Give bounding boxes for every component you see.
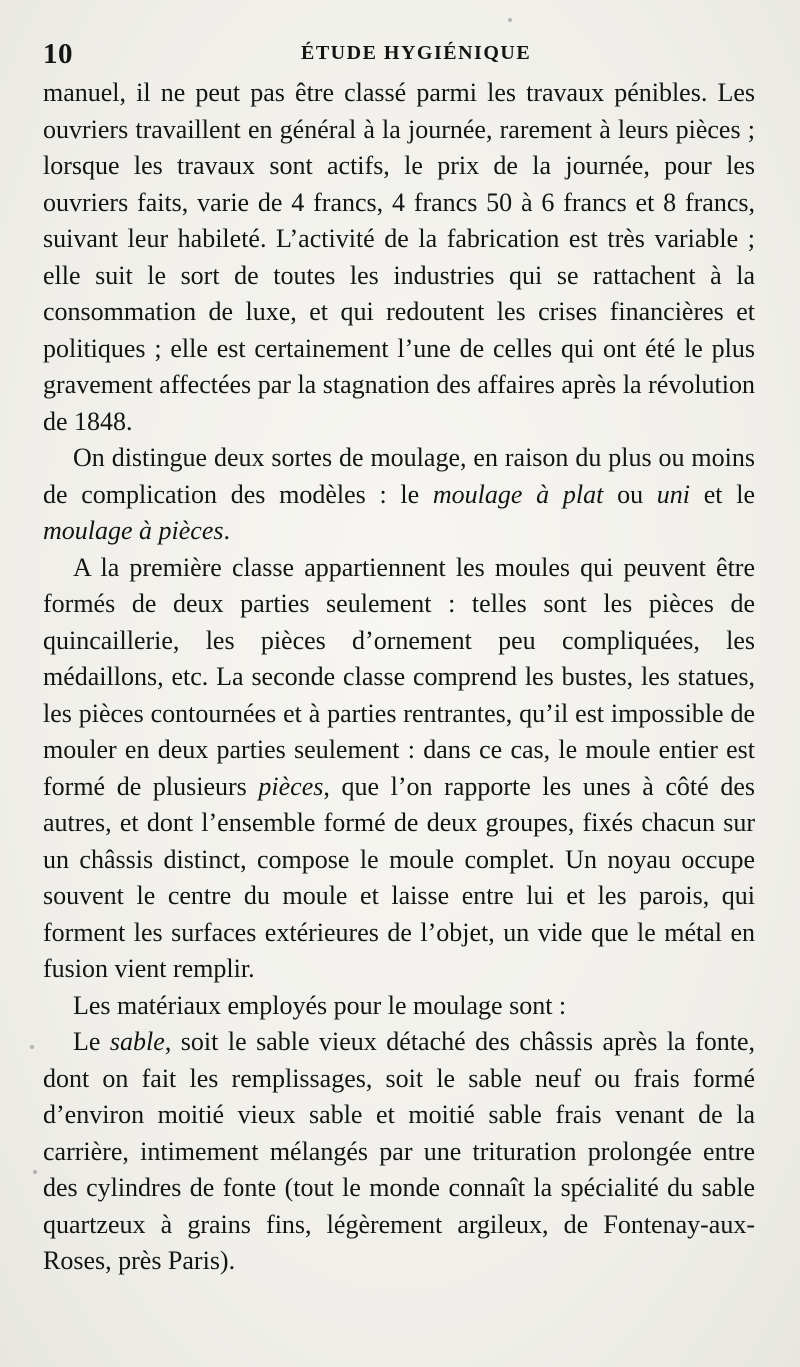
page-header [43,38,764,68]
paragraph-2-italic-term: uni [656,479,691,509]
paragraph-5 [43,1024,755,1280]
paragraph-1: manuel, il ne peut pas être classé parmi les travaux pénibles. Les ouvriers travaillent en général à la journée, rarement à leurs pièces ; lorsque les travaux sont actifs, le prix de la journée, pour les ouvriers faits, varie de 4 francs, 4 francs 50 à 6 francs et 8 francs, suivant leur habileté. L’activité de la fabrication est très variable ; elle suit le sort de toutes les industries qui se rattachent à la consommation de luxe, et qui redoutent les crises financières et politiques ; elle est certainement l’une de celles qui ont été le plus gravement affectées par la stagnation des affaires après la révolution de 1848. [43,78,755,436]
paragraph-3-text: , que l’on rapporte les unes à côté des autres, et dont l’ensemble formé de deux groupes, fixés chacun sur un châssis distinct, compose le moule complet. Un noyau occupe souvent le centre du moule et laisse entre lui et les parois, qui forment les surfaces extérieures de l’objet, un vide que le métal en fusion vient remplir. [43,771,755,983]
body-text [43,75,755,1280]
print-speck [508,18,512,22]
paragraph-2-text: On distingue deux sortes de moulage, en raison du plus ou moins de complication des modèles : le [43,443,755,509]
paragraph-5-italic-term: sable [109,1027,165,1056]
paragraph-5-text: Le [73,1027,110,1056]
running-title: ÉTUDE HYGIÉNIQUE [301,42,532,64]
paragraph-2 [43,440,755,550]
page-number: 10 [43,38,73,70]
paragraph-2-italic-term: moulage à pièces [43,516,224,545]
paragraph-2-text: et le [690,479,756,509]
paragraph-2-text: . [223,516,231,545]
print-speck [33,1170,37,1174]
paragraph-3-italic-term: pièces [258,771,324,801]
paragraph-2-italic-term: moulage à plat [432,479,604,509]
paragraph-3-text: A la première classe appartiennent les moules qui peuvent être formés de deux parties seulement : telles sont les pièces de quincaillerie, les pièces d’ornement peu compliquées, les médaillons, etc. La seconde classe comprend les bustes, les statues, les pièces contournées et à parties rentrantes, qu’il est impossible de mouler en deux parties seulement : dans ce cas, le moule entier est formé de plusieurs [43,552,755,801]
paragraph-5-text: , soit le sable vieux détaché des châssis après la fonte, dont on fait les remplissages, soit le sable neuf ou frais formé d’environ moitié vieux sable et moitié sable frais venant de la carrière, intimement mélangés par une trituration prolongée entre des cylindres de fonte (tout le monde connaît la spécialité du sable quartzeux à grains fins, légèrement argileux, de Fontenay-aux-Roses, près Paris). [43,1027,755,1275]
paragraph-3 [43,550,755,988]
paragraph-4: Les matériaux employés pour le moulage sont : [73,990,567,1020]
print-speck [30,1045,34,1049]
paragraph-2-text: ou [603,479,657,509]
